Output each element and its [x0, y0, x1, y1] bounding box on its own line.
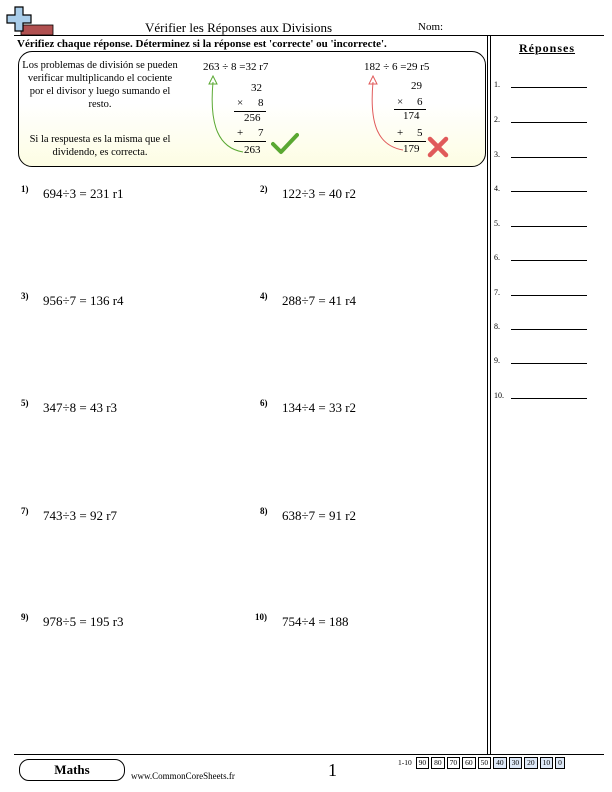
correct-arrow-icon — [205, 74, 245, 156]
incorrect-arrow-icon — [365, 74, 405, 156]
correct-product: 256 — [244, 112, 261, 124]
check-icon — [271, 132, 299, 156]
example-box — [18, 51, 486, 167]
answer-line[interactable] — [511, 398, 587, 399]
problem-text: 134÷4 = 33 r2 — [282, 400, 357, 415]
example-explanation-1: Los problemas de división se pueden verificar multiplicando el cociente por el divisor y luego sumando el resto. — [22, 60, 178, 110]
answer-line[interactable] — [511, 260, 587, 261]
problem-text: 743÷3 = 92 r7 — [43, 508, 118, 523]
column-divider-1 — [487, 35, 488, 755]
answer-label: 4. — [494, 184, 500, 193]
name-field[interactable] — [448, 33, 483, 34]
score-cell: 20 — [524, 757, 538, 769]
problem-text: 122÷3 = 40 r2 — [282, 186, 357, 201]
answers-title: Réponses — [519, 41, 576, 55]
answer-line[interactable] — [511, 191, 587, 192]
incorrect-result: 179 — [403, 143, 420, 155]
problem-number: 7) — [21, 506, 29, 516]
name-label: Nom: — [418, 21, 444, 33]
answer-label: 3. — [494, 150, 500, 159]
answer-row[interactable] — [494, 150, 500, 159]
answer-line[interactable] — [511, 363, 587, 364]
page-title: Vérifier les Réponses aux Divisions — [145, 20, 333, 35]
answer-line[interactable] — [511, 122, 587, 123]
correct-plus: + — [237, 127, 244, 139]
problem-text: 288÷7 = 41 r4 — [282, 293, 357, 308]
logo-icon — [5, 5, 55, 37]
footer-divider — [14, 754, 604, 755]
score-cell: 0 — [555, 757, 565, 769]
incorrect-product: 174 — [403, 110, 420, 122]
answer-row[interactable] — [494, 115, 500, 124]
problem-number: 1) — [21, 184, 29, 194]
column-divider-2 — [490, 35, 491, 755]
score-cell: 50 — [478, 757, 492, 769]
problem-number: 4) — [260, 291, 268, 301]
problem-text: 754÷4 = 188 — [282, 614, 349, 629]
answer-label: 1. — [494, 80, 500, 89]
website-link[interactable]: www.CommonCoreSheets.fr — [131, 771, 235, 781]
problem-number: 2) — [260, 184, 268, 194]
answer-label: 10. — [494, 391, 504, 400]
incorrect-quotient: 29 — [411, 80, 422, 92]
problem-text: 347÷8 = 43 r3 — [43, 400, 118, 415]
correct-equation: 263 ÷ 8 =32 r7 — [203, 61, 269, 73]
answer-row[interactable] — [494, 322, 500, 331]
score-cell: 40 — [493, 757, 507, 769]
page-number: 1 — [328, 760, 337, 780]
problem-number: 3) — [21, 291, 29, 301]
example-explanation-2: Si la respuesta es la misma que el dividendo, es correcta. — [29, 134, 171, 158]
answer-row[interactable] — [494, 288, 500, 297]
answer-line[interactable] — [511, 157, 587, 158]
problem-number: 10) — [255, 612, 267, 622]
incorrect-divisor: 6 — [417, 96, 423, 108]
problem-text: 956÷7 = 136 r4 — [43, 293, 124, 308]
answer-label: 5. — [494, 219, 500, 228]
score-range: 1-10 — [398, 758, 412, 767]
header-divider — [14, 35, 604, 36]
correct-quotient: 32 — [251, 82, 262, 94]
incorrect-plus: + — [397, 127, 404, 139]
answer-label: 7. — [494, 288, 500, 297]
problem-number: 6) — [260, 398, 268, 408]
answer-row[interactable] — [494, 391, 504, 400]
problem-text: 978÷5 = 195 r3 — [43, 614, 124, 629]
score-cell: 70 — [447, 757, 461, 769]
incorrect-equation: 182 ÷ 6 =29 r5 — [364, 61, 430, 73]
problem-text: 694÷3 = 231 r1 — [43, 186, 124, 201]
correct-times: × — [237, 97, 244, 109]
score-cell: 10 — [540, 757, 554, 769]
subject-badge: Maths — [19, 759, 125, 781]
problem-text: 638÷7 = 91 r2 — [282, 508, 357, 523]
answer-label: 9. — [494, 356, 500, 365]
answer-row[interactable] — [494, 356, 500, 365]
cross-icon — [427, 136, 449, 158]
correct-divisor: 8 — [258, 97, 264, 109]
answer-label: 6. — [494, 253, 500, 262]
score-cell: 80 — [431, 757, 445, 769]
score-table — [398, 757, 565, 769]
answer-label: 2. — [494, 115, 500, 124]
answer-line[interactable] — [511, 226, 587, 227]
score-cell: 30 — [509, 757, 523, 769]
answer-row[interactable] — [494, 253, 500, 262]
problem-number: 8) — [260, 506, 268, 516]
answer-row[interactable] — [494, 219, 500, 228]
problem-number: 9) — [21, 612, 29, 622]
problem-number: 5) — [21, 398, 29, 408]
score-cell: 60 — [462, 757, 476, 769]
score-cell: 90 — [416, 757, 430, 769]
incorrect-times: × — [397, 96, 404, 108]
answer-line[interactable] — [511, 329, 587, 330]
answer-label: 8. — [494, 322, 500, 331]
answer-row[interactable] — [494, 184, 500, 193]
correct-remainder: 7 — [258, 127, 264, 139]
answer-row[interactable] — [494, 80, 500, 89]
correct-result: 263 — [244, 144, 261, 156]
incorrect-remainder: 5 — [417, 127, 423, 139]
answer-line[interactable] — [511, 295, 587, 296]
answer-line[interactable] — [511, 87, 587, 88]
instructions: Vérifiez chaque réponse. Déterminez si la réponse est 'correcte' ou 'incorrecte'. — [17, 38, 387, 50]
